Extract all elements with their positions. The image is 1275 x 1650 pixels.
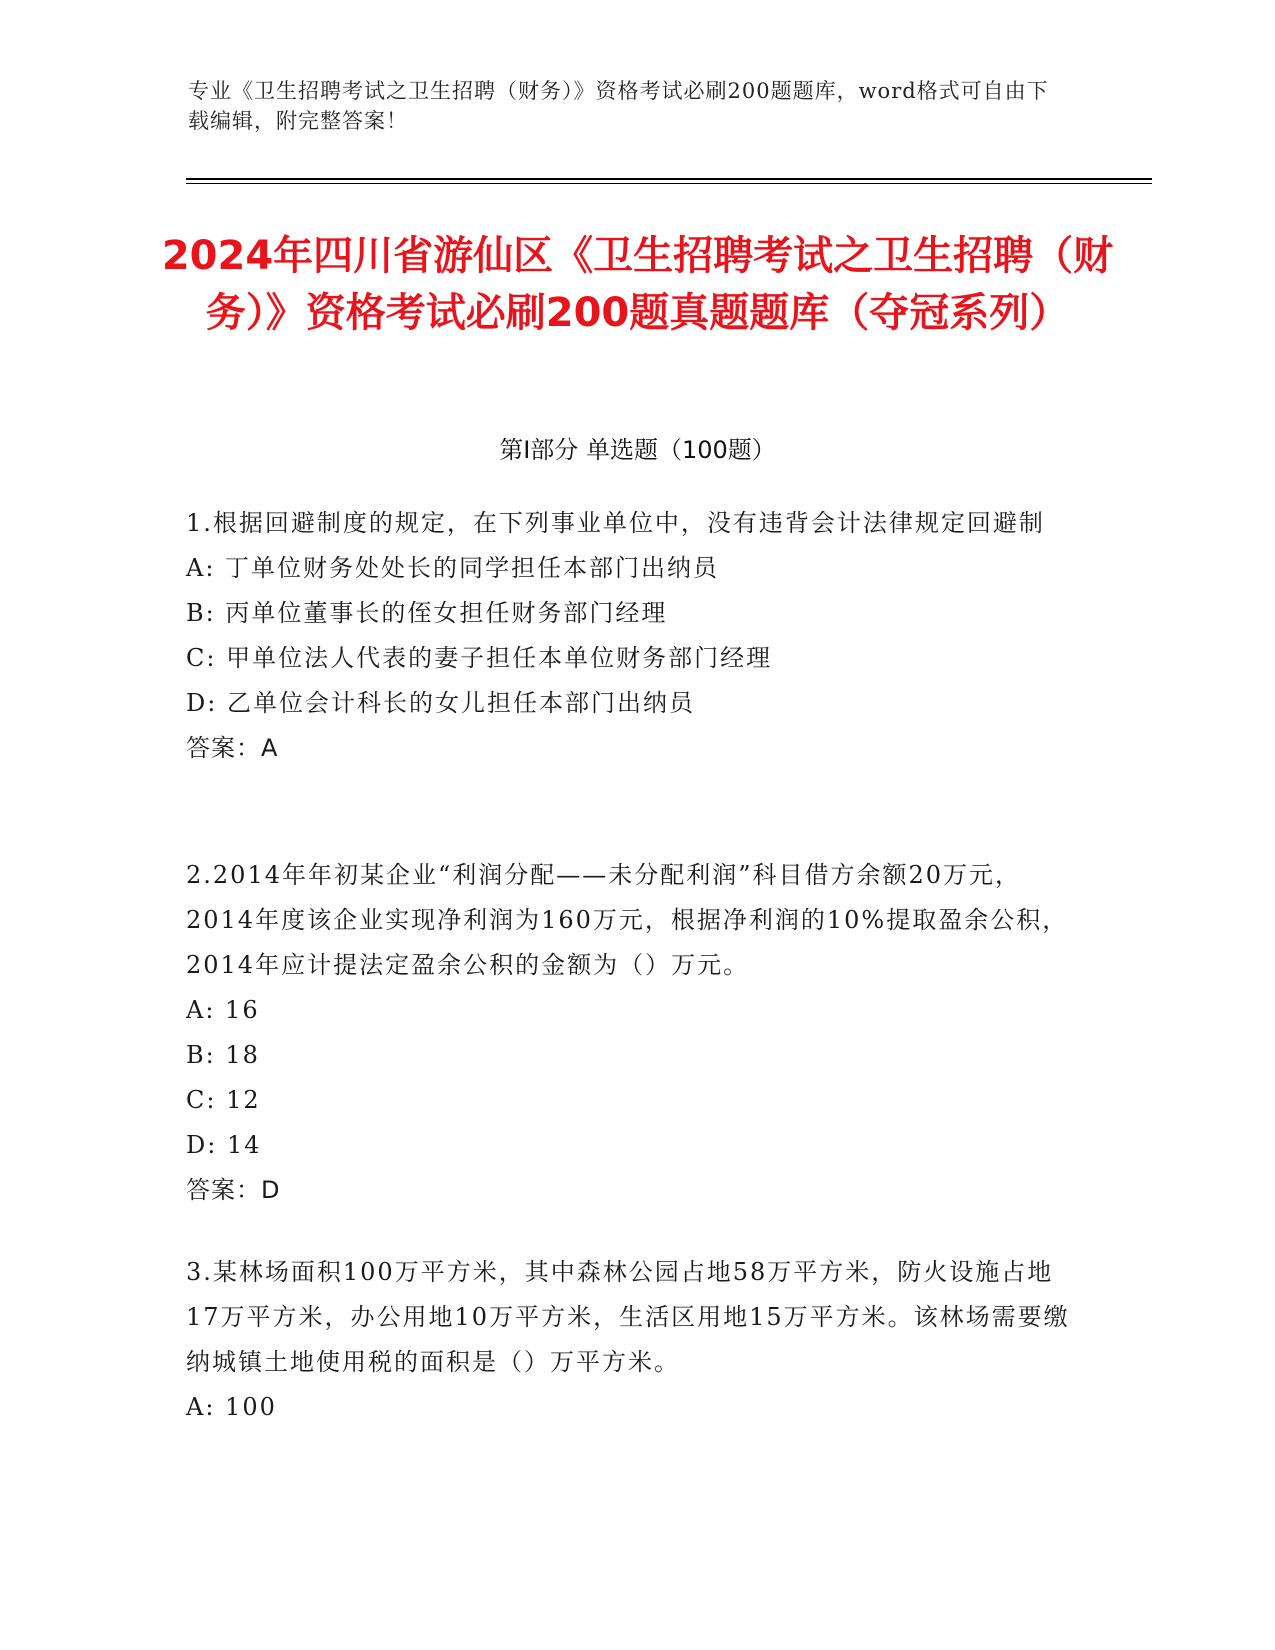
option-b: B: 18 xyxy=(186,1041,260,1069)
option-a: A: 16 xyxy=(186,996,260,1024)
option-d: D: 乙单位会计科长的女儿担任本部门出纳员 xyxy=(186,689,695,717)
question-2 xyxy=(186,853,1076,1213)
answer: 答案：D xyxy=(186,1176,281,1204)
option-b: B: 丙单位董事长的侄女担任财务部门经理 xyxy=(186,599,668,627)
question-stem: 1.根据回避制度的规定，在下列事业单位中，没有违背会计法律规定回避制 xyxy=(186,509,1045,537)
option-c: C: 12 xyxy=(186,1086,261,1114)
question-1 xyxy=(186,501,1076,771)
answer: 答案：A xyxy=(186,734,279,762)
option-d: D: 14 xyxy=(186,1131,262,1159)
question-3 xyxy=(186,1250,1076,1430)
section-title: 第I部分 单选题（100题） xyxy=(499,436,776,464)
document-title: 2024年四川省游仙区《卫生招聘考试之卫生招聘（财务）》资格考试必刷200题真题题库（夺冠系列） xyxy=(161,233,1114,336)
question-stem: 3.某林场面积100万平方米，其中森林公园占地58万平方米，防火设施占地17万平方米，办公用地10万平方米，生活区用地15万平方米。该林场需要缴纳城镇土地使用税的面积是（）万平方米。 xyxy=(186,1258,1070,1376)
option-a: A: 100 xyxy=(186,1393,277,1421)
option-c: C: 甲单位法人代表的妻子担任本单位财务部门经理 xyxy=(186,644,773,672)
option-a: A: 丁单位财务处处长的同学担任本部门出纳员 xyxy=(186,554,720,582)
header-divider xyxy=(186,178,1152,184)
question-stem: 2.2014年年初某企业“利润分配——未分配利润”科目借方余额20万元，2014年度该企业实现净利润为160万元，根据净利润的10%提取盈余公积，2014年应计提法定盈余公积的金额为（）万元。 xyxy=(186,861,1069,979)
header-note: 专业《卫生招聘考试之卫生招聘（财务）》资格考试必刷200题题库，word格式可自由下载编辑，附完整答案！ xyxy=(188,79,1049,133)
